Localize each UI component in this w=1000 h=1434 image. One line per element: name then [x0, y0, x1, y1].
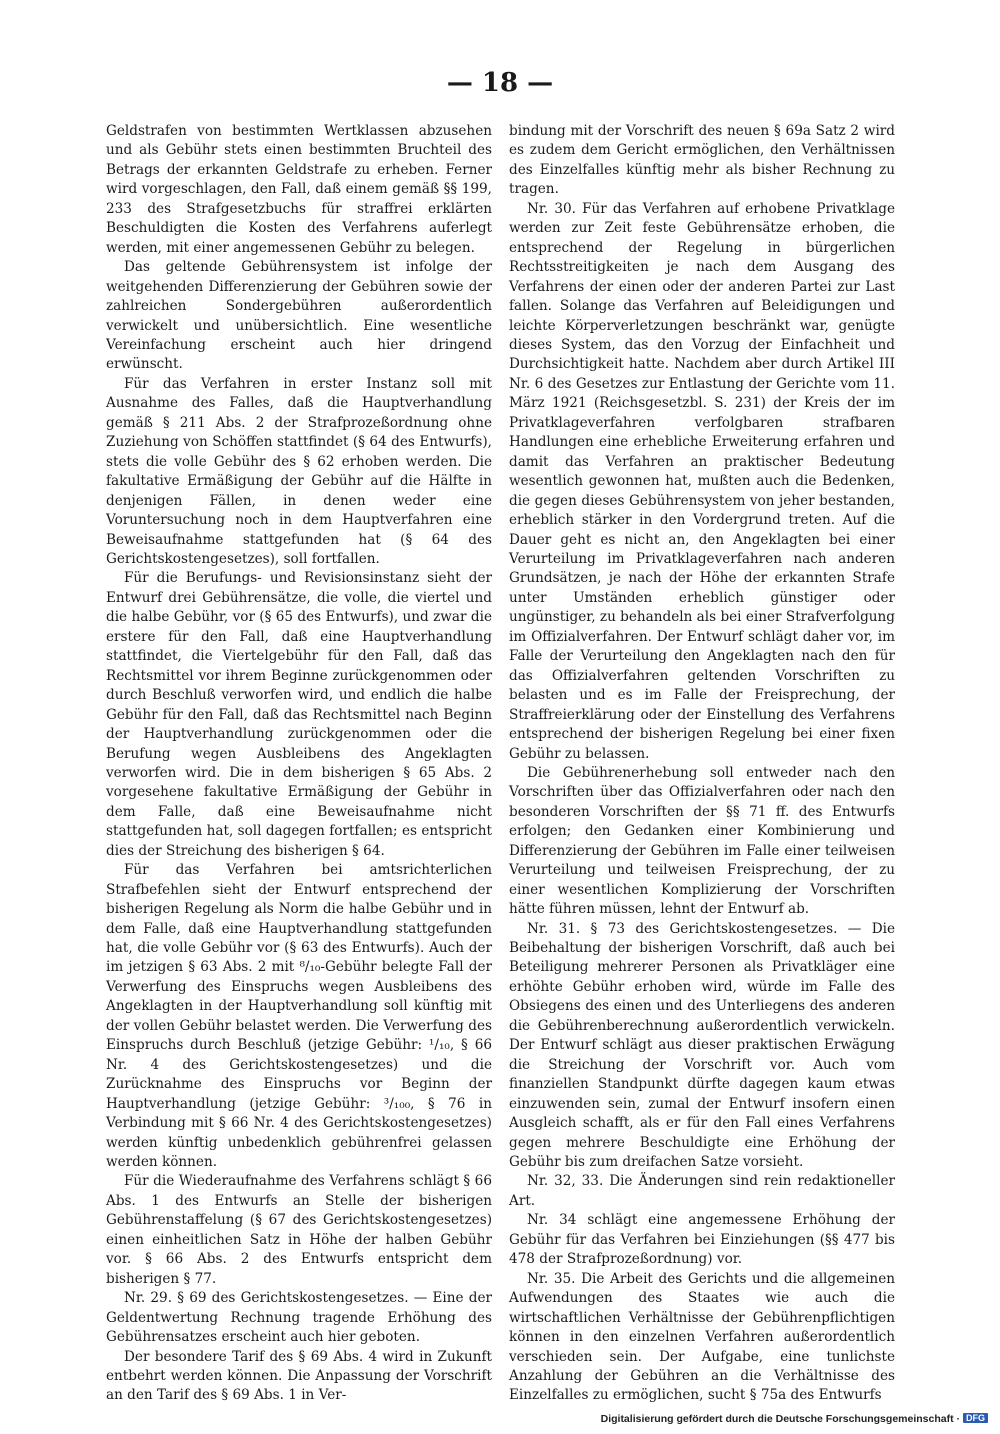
- paragraph: Der besondere Tarif des § 69 Abs. 4 wird in Zukunft entbehrt werden können. Die Anpassung der Vorschrift an den Tarif des § 69 Abs. 1 in Ver-: [106, 1348, 492, 1404]
- paragraph: Nr. 32, 33. Die Änderungen sind rein redaktioneller Art.: [509, 1173, 895, 1209]
- paragraph: Geldstrafen von bestimmten Wertklassen abzusehen und als Gebühr stets einen bestimmten Bruchteil des Betrags der erkannten Geldstrafe zu erheben. Ferner wird vorgeschlagen, den Fall, daß einem gemäß §§ 199, 233 des Strafgesetzbuchs für straffrei erklärten Beschuldigten die Kosten des Verfahrens auferlegt werden, mit einer angemessenen Gebühr zu belegen.: [106, 123, 492, 256]
- paragraph: Nr. 35. Die Arbeit des Gerichts und die allgemeinen Aufwendungen des Staates wie auch die wirtschaftlichen Verhältnisse der Gebührenpflichtigen können in den einzelnen Verfahren außerordentlich verschieden sein. Der Aufgabe, eine tunlichste Anzahlung der Gebühren an die Verhältnisse des Einzelfalles zu ermöglichen, sucht § 75a des Entwurfs: [509, 1270, 895, 1404]
- paragraph: Nr. 29. § 69 des Gerichtskostengesetzes. — Eine der Geldentwertung Rechnung tragende Erhöhung des Gebührensatzes erscheint auch hier geboten.: [106, 1290, 492, 1346]
- paragraph: Für das Verfahren in erster Instanz soll mit Ausnahme des Falles, daß die Hauptverhandlung gemäß § 211 Abs. 2 der Strafprozeßordnung ohne Zuziehung von Schöffen stattfindet (§ 64 des Entwurfs), stets die volle Gebühr des § 62 erhoben werden. Die fakultative Ermäßigung der Gebühr auf die Hälfte in denjenigen Fällen, in denen weder eine Voruntersuchung noch in dem Hauptverfahren eine Beweisaufnahme stattgefunden hat (§ 64 des Gerichtskostengesetzes), soll fortfallen.: [106, 375, 492, 567]
- paragraph: Nr. 31. § 73 des Gerichtskostengesetzes. — Die Beibehaltung der bisherigen Vorschrift, daß auch bei Beteiligung mehrerer Personen als Privatkläger eine erhöhte Gebühr erhoben wird, würde im Falle des Obsiegens des einen und des Unterliegens des anderen die Gebührenberechnung außerordentlich verwickeln. Der Entwurf schlägt aus dieser praktischen Erwägung die Streichung der Vorschrift vor. Auch vom finanziellen Standpunkt dürfte dagegen kaum etwas einzuwenden sein, zumal der Entwurf insofern einen Ausgleich schafft, als er für den Fall eines Verfahrens gegen mehrere Beschuldigte eine Erhöhung der Gebühr bis zum dreifachen Satze vorsieht.: [509, 920, 895, 1171]
- paragraph: bindung mit der Vorschrift des neuen § 69a Satz 2 wird es zudem dem Gericht ermöglichen, den Verhältnissen des Einzelfalles künftig mehr als bisher Rechnung zu tragen.: [509, 123, 895, 198]
- dfg-logo: DFG: [963, 1413, 988, 1423]
- paragraph: Für das Verfahren bei amtsrichterlichen Strafbefehlen sieht der Entwurf entsprechend der bisherigen Regelung als Norm die halbe Gebühr und in dem Falle, daß eine Hauptverhandlung stattgefunden hat, die volle Gebühr vor (§ 63 des Entwurfs). Auch der im jetzigen § 63 Abs. 2 mit ⁸/₁₀-Gebühr belegte Fall der Verwerfung des Einspruchs wegen Ausbleibens des Angeklagten in der Hauptverhandlung soll künftig mit der vollen Gebühr belastet werden. Die Verwerfung des Einspruchs durch Beschluß (jetzige Gebühr: ¹/₁₀, § 66 Nr. 4 des Gerichtskostengesetzes) und die Zurücknahme des Einspruchs vor Beginn der Hauptverhandlung (jetzige Gebühr: ³/₁₀₀, § 76 in Verbindung mit § 66 Nr. 4 des Gerichtskostengesetzes) werden künftig unbedenklich gebührenfrei gelassen werden können.: [106, 862, 492, 1171]
- paragraph: Für die Berufungs- und Revisionsinstanz sieht der Entwurf drei Gebührensätze, die volle, die viertel und die halbe Gebühr, vor (§ 65 des Entwurfs), und zwar die erstere für den Fall, daß eine Hauptverhandlung stattfindet, die Viertelgebühr für den Fall, daß das Rechtsmittel vor ihrem Beginne zurückgenommen oder durch Beschluß verworfen wird, und endlich die halbe Gebühr für den Fall, daß das Rechtsmittel nach Beginn der Hauptverhandlung zurückgenommen oder die Berufung wegen Ausbleibens des Angeklagten verworfen wird. Die in dem bisherigen § 65 Abs. 2 vorgesehene fakultative Ermäßigung der Gebühr in dem Falle, daß eine Beweisaufnahme nicht stattgefunden hat, soll dagegen fortfallen; es entspricht dies der Streichung des bisherigen § 64.: [106, 570, 492, 859]
- paragraph: Das geltende Gebührensystem ist infolge der weitgehenden Differenzierung der Gebühren sowie der zahlreichen Sondergebühren außerordentlich verwickelt und unübersichtlich. Eine wesentliche Vereinfachung erscheint auch hier dringend erwünscht.: [106, 259, 492, 373]
- footer-text: Digitalisierung gefördert durch die Deutsche Forschungsgemeinschaft ·: [600, 1413, 960, 1425]
- left-column: [106, 122, 492, 1406]
- paragraph: Nr. 30. Für das Verfahren auf erhobene Privatklage werden zur Zeit feste Gebührensätze erhoben, die entsprechend der Regelung in bürgerlichen Rechtsstreitigkeiten je nach dem Ausgang des Verfahrens der einen oder der anderen Partei zur Last fallen. Solange das Verfahren auf Beleidigungen und leichte Körperverletzungen beschränkt war, genügte dieses System, das den Vorzug der Einfachheit und Durchsichtigkeit hatte. Nachdem aber durch Artikel III Nr. 6 des Gesetzes zur Entlastung der Gerichte vom 11. März 1921 (Reichsgesetzbl. S. 231) der Kreis der im Privatklageverfahren verfolgbaren strafbaren Handlungen eine erhebliche Erweiterung erfahren und damit das Verfahren an praktischer Bedeutung wesentlich gewonnen hat, mußten auch die Bedenken, die gegen dieses Gebührensystem von jeher bestanden, erheblich stärker in den Vordergrund treten. Auf die Dauer geht es nicht an, den Angeklagten bei einer Verurteilung im Privatklageverfahren nach anderen Grundsätzen, je nach der Höhe der erkannten Strafe unter Umständen erheblich günstiger oder ungünstiger, zu behandeln als bei einer Strafverfolgung im Offizialverfahren. Der Entwurf schlägt daher vor, im Falle der Verurteilung den Angeklagten nach den für das Offizialverfahren geltenden Vorschriften zu belasten und es im Falle der Freisprechung, der Straffreierklärung oder der Einstellung des Verfahrens entsprechend der bisherigen Regelung bei einer fixen Gebühr zu belassen.: [509, 200, 895, 762]
- digitization-footer: [0, 1413, 988, 1425]
- paragraph: Die Gebührenerhebung soll entweder nach den Vorschriften über das Offizialverfahren oder nach den besonderen Vorschriften der §§ 71 ff. des Entwurfs erfolgen; den Gedanken einer Kombinierung und Differenzierung der Gebühren im Falle einer teilweisen Verurteilung und teilweisen Freisprechung, der zu einer wesentlichen Komplizierung der Vorschriften hätte führen müssen, lehnt der Entwurf ab.: [509, 764, 895, 918]
- paragraph: Nr. 34 schlägt eine angemessene Erhöhung der Gebühr für das Verfahren bei Einziehungen (§§ 477 bis 478 der Strafprozeßordnung) vor.: [509, 1212, 895, 1268]
- paragraph: Für die Wiederaufnahme des Verfahrens schlägt § 66 Abs. 1 des Entwurfs an Stelle der bisherigen Gebührenstaffelung (§ 67 des Gerichtskostengesetzes) einen einheitlichen Satz in Höhe der halben Gebühr vor. § 66 Abs. 2 des Entwurfs entspricht dem bisherigen § 77.: [106, 1173, 492, 1287]
- page-number: — 18 —: [446, 68, 554, 98]
- right-column: [509, 122, 895, 1406]
